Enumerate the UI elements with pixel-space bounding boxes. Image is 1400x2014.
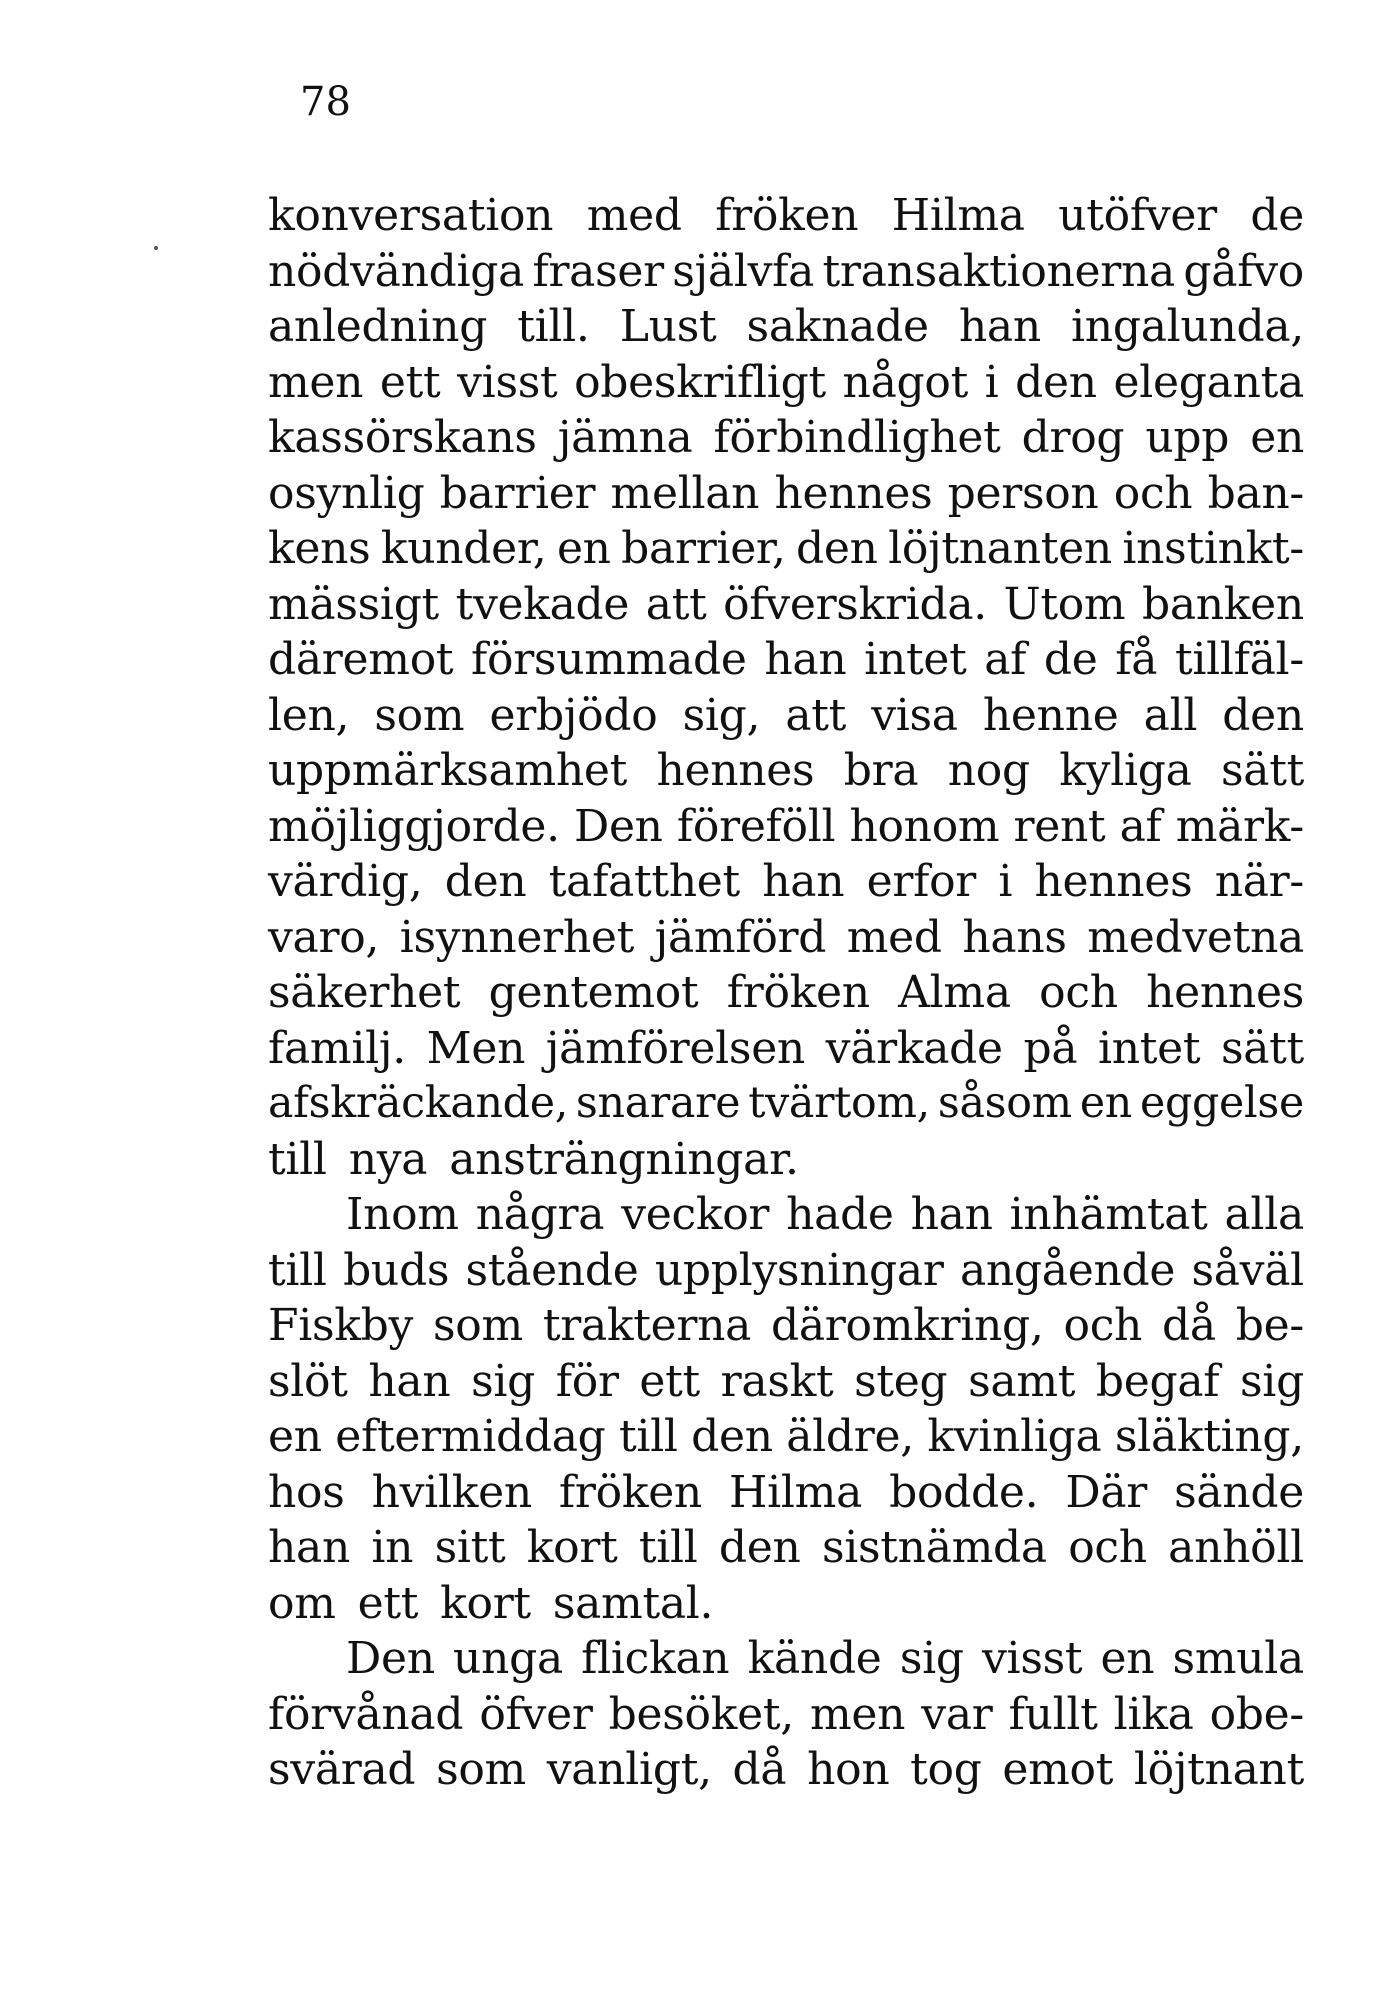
word: öfver xyxy=(479,1688,593,1740)
word: buds xyxy=(343,1244,450,1296)
word: till xyxy=(268,1244,327,1296)
word: angående xyxy=(959,1244,1176,1296)
word: hennes xyxy=(774,467,933,519)
word: försummade xyxy=(471,634,747,685)
text-line xyxy=(268,1243,1304,1299)
word: nödvändiga xyxy=(268,245,525,297)
text-line xyxy=(268,965,1304,1021)
word: löjtnanten xyxy=(888,523,1112,574)
word: de xyxy=(1250,190,1304,241)
word: han xyxy=(268,1522,351,1573)
text-line xyxy=(268,1076,1304,1132)
word: såväl xyxy=(1191,1244,1304,1296)
word: snarare xyxy=(575,1078,741,1128)
word: som xyxy=(433,1300,523,1351)
word: ban- xyxy=(1207,467,1304,519)
word: hos xyxy=(268,1466,345,1518)
text-line xyxy=(268,799,1304,855)
word: sistnämda xyxy=(821,1522,1047,1573)
word: som xyxy=(436,1744,526,1795)
word: men xyxy=(268,356,364,408)
word: han xyxy=(958,301,1041,352)
word: transaktionerna xyxy=(822,245,1175,297)
word: upp xyxy=(1145,412,1230,463)
word: värdig, xyxy=(268,856,423,907)
word: den xyxy=(691,1411,773,1462)
word: in xyxy=(371,1522,414,1573)
word: då xyxy=(732,1744,787,1795)
text-line xyxy=(268,1354,1304,1410)
word: trakterna xyxy=(542,1300,752,1351)
word: erbjödo xyxy=(489,689,658,741)
text-line xyxy=(268,632,1304,688)
text-line xyxy=(268,466,1304,522)
word: nog xyxy=(947,745,1030,796)
word: få xyxy=(1115,634,1158,685)
word: ett xyxy=(379,356,441,408)
word: fröken xyxy=(726,967,870,1018)
word: fullt xyxy=(1008,1688,1098,1740)
word: den xyxy=(1222,689,1304,741)
word: ingalunda, xyxy=(1071,301,1304,352)
word: på xyxy=(1023,1022,1078,1074)
word: visa xyxy=(871,689,958,741)
word: upplysningar xyxy=(654,1244,944,1296)
word: barrier, xyxy=(621,523,786,574)
text-line xyxy=(268,688,1304,744)
word: tafatthet xyxy=(548,856,740,907)
text-line xyxy=(268,854,1304,910)
word: mellan xyxy=(610,467,760,519)
word: sig, xyxy=(682,689,761,741)
word: Men xyxy=(426,1022,526,1074)
word: anhöll xyxy=(1168,1522,1304,1573)
word: samtal. xyxy=(552,1577,714,1629)
word: be- xyxy=(1235,1300,1304,1351)
word: raskt xyxy=(720,1355,834,1407)
word: sätt xyxy=(1220,1022,1304,1074)
word: mässigt xyxy=(268,578,439,630)
word: emot xyxy=(1002,1744,1114,1795)
word: saknade xyxy=(746,301,929,352)
word: en xyxy=(556,523,611,574)
word: steg xyxy=(854,1355,948,1407)
word: uppmärksamhet xyxy=(268,745,628,796)
word: eftermiddag xyxy=(335,1411,606,1462)
word: samt xyxy=(968,1355,1076,1407)
word: förvånad xyxy=(268,1688,464,1740)
word: den xyxy=(444,856,527,907)
word: jämförelsen xyxy=(545,1022,805,1074)
word: banken xyxy=(1141,578,1304,630)
word: tog xyxy=(910,1744,982,1795)
word: Inom xyxy=(346,1189,459,1240)
text-line xyxy=(268,1409,1304,1465)
word: till. xyxy=(517,301,590,352)
word: afskräckande, xyxy=(268,1078,568,1128)
word: rent xyxy=(1013,800,1106,852)
word: tvekade xyxy=(455,578,630,630)
word: gåfvo xyxy=(1183,245,1304,297)
word: märk- xyxy=(1175,800,1304,852)
text-line xyxy=(268,1187,1304,1243)
text-line xyxy=(268,577,1304,633)
word: möjliggjorde. xyxy=(268,800,560,852)
word: sände xyxy=(1174,1466,1304,1518)
word: Alma xyxy=(898,967,1011,1018)
word: smula xyxy=(1172,1633,1304,1684)
word: lika xyxy=(1113,1688,1194,1740)
word: hennes xyxy=(1034,856,1193,907)
word: all xyxy=(1143,689,1198,741)
text-line xyxy=(268,1687,1304,1743)
word: en xyxy=(1100,1633,1155,1684)
word: hvilken xyxy=(371,1466,532,1518)
word: värkade xyxy=(825,1022,1003,1074)
word: föreföll xyxy=(676,800,836,852)
word: då xyxy=(1162,1300,1216,1351)
word: svärad xyxy=(268,1744,416,1795)
text-line xyxy=(268,1465,1304,1521)
word: han xyxy=(368,1355,451,1407)
word: däromkring, xyxy=(770,1300,1044,1351)
word: bra xyxy=(843,745,919,796)
word: begaf xyxy=(1095,1355,1220,1407)
word: tvärtom, xyxy=(748,1078,930,1128)
word: en xyxy=(1250,412,1304,463)
word: i xyxy=(984,356,999,408)
text-line xyxy=(268,1132,1304,1188)
word: Utom xyxy=(1003,578,1126,630)
word: fröken xyxy=(715,190,859,241)
word: inhämtat xyxy=(1009,1189,1208,1240)
word: kyliga xyxy=(1059,745,1192,796)
text-line xyxy=(268,244,1304,300)
word: unga xyxy=(453,1633,563,1684)
word: de xyxy=(1043,634,1098,685)
word: henne xyxy=(982,689,1119,741)
word: slöt xyxy=(268,1355,348,1407)
word: instinkt- xyxy=(1122,523,1304,574)
word: konversation xyxy=(268,190,554,241)
word: visst xyxy=(457,356,558,408)
page-number: 78 xyxy=(300,79,351,125)
word: familj. xyxy=(268,1022,406,1074)
word: men xyxy=(810,1688,906,1740)
word: eggelse xyxy=(1139,1078,1304,1128)
word: öfverskrida. xyxy=(723,578,987,630)
word: en xyxy=(268,1411,322,1462)
word: en xyxy=(1079,1078,1133,1128)
word: drog xyxy=(1021,412,1125,463)
word: stående xyxy=(465,1244,639,1296)
word: var xyxy=(921,1688,993,1740)
word: sätt xyxy=(1221,745,1304,796)
word: ett xyxy=(639,1355,700,1407)
word: kens xyxy=(268,523,371,574)
word: bodde. xyxy=(889,1466,1039,1518)
word: för xyxy=(555,1355,619,1407)
word: alla xyxy=(1224,1189,1304,1240)
word: jämförd xyxy=(654,911,827,963)
text-line xyxy=(268,188,1304,244)
word: ansträngningar. xyxy=(449,1133,799,1185)
word: kvinliga xyxy=(927,1411,1102,1462)
text-line xyxy=(268,1742,1304,1798)
word: kort xyxy=(440,1577,531,1629)
word: Fiskby xyxy=(268,1300,414,1351)
word: fröken xyxy=(558,1466,702,1518)
word: nya xyxy=(348,1133,428,1185)
word: person xyxy=(947,467,1099,519)
word: att xyxy=(645,578,707,630)
word: visst xyxy=(981,1633,1083,1684)
word: ett xyxy=(357,1577,419,1629)
word: veckor xyxy=(621,1189,770,1240)
text-line xyxy=(268,410,1304,466)
word: anledning xyxy=(268,301,488,352)
text-line xyxy=(268,1631,1304,1687)
word: intet xyxy=(1097,1022,1201,1074)
word: han xyxy=(910,1189,993,1240)
word: hon xyxy=(807,1744,890,1795)
word: till xyxy=(618,1411,678,1462)
word: när- xyxy=(1214,856,1304,907)
word: af xyxy=(1119,800,1162,852)
word: hans xyxy=(962,911,1067,963)
word: självfa xyxy=(672,245,815,297)
word: till xyxy=(638,1522,698,1573)
word: flickan xyxy=(581,1633,730,1684)
word: Den xyxy=(573,800,663,852)
word: något xyxy=(842,356,968,408)
word: obeskrifligt xyxy=(574,356,826,408)
word: Hilma xyxy=(891,190,1025,241)
word: den xyxy=(718,1522,801,1573)
word: af xyxy=(984,634,1027,685)
text-line xyxy=(268,743,1304,799)
word: till xyxy=(268,1133,327,1185)
word: hade xyxy=(786,1189,894,1240)
word: förbindlighet xyxy=(713,412,1001,463)
word: den xyxy=(795,523,878,574)
text-line xyxy=(268,299,1304,355)
word: gentemot xyxy=(488,967,699,1018)
text-line xyxy=(268,1298,1304,1354)
word: med xyxy=(586,190,682,241)
word: varo, xyxy=(268,911,380,963)
word: säkerhet xyxy=(268,967,461,1018)
word: sig xyxy=(471,1355,536,1407)
word: hennes xyxy=(656,745,815,796)
word: vanligt, xyxy=(546,1744,712,1795)
speck-mark xyxy=(154,246,158,250)
text-line xyxy=(268,1021,1304,1077)
word: om xyxy=(268,1577,336,1629)
word: däremot xyxy=(268,634,454,685)
word: sitt xyxy=(434,1522,506,1573)
word: obe- xyxy=(1209,1688,1304,1740)
body-text xyxy=(268,188,1304,1798)
word: Där xyxy=(1065,1466,1148,1518)
word: och xyxy=(1039,967,1118,1018)
word: han xyxy=(762,856,845,907)
word: med xyxy=(846,911,942,963)
word: erfor xyxy=(866,856,977,907)
word: Den xyxy=(346,1633,435,1684)
word: som xyxy=(374,689,465,741)
word: sig xyxy=(1240,1355,1304,1407)
word: len, xyxy=(268,689,350,741)
text-line xyxy=(268,910,1304,966)
word: barrier xyxy=(439,467,596,519)
word: utöfver xyxy=(1058,190,1217,241)
word: hennes xyxy=(1146,967,1304,1018)
word: osynlig xyxy=(268,467,425,519)
word: fraser xyxy=(532,245,664,297)
word: släkting, xyxy=(1114,1411,1304,1462)
word: den xyxy=(1015,356,1097,408)
word: tillfäl- xyxy=(1174,634,1304,685)
word: äldre, xyxy=(786,1411,914,1462)
word: några xyxy=(475,1189,605,1240)
word: han xyxy=(764,634,847,685)
word: jämna xyxy=(557,412,693,463)
text-line xyxy=(268,355,1304,411)
word: eleganta xyxy=(1113,356,1304,408)
word: honom xyxy=(849,800,1000,852)
word: kassörskans xyxy=(268,412,537,463)
word: och xyxy=(1063,1300,1143,1351)
word: löjtnant xyxy=(1133,1744,1304,1795)
word: isynnerhet xyxy=(399,911,635,963)
word: kände xyxy=(747,1633,882,1684)
word: och xyxy=(1113,467,1193,519)
word: kunder, xyxy=(380,523,547,574)
word: Hilma xyxy=(729,1466,863,1518)
word: sig xyxy=(899,1633,964,1684)
word: kort xyxy=(526,1522,618,1573)
word: medvetna xyxy=(1087,911,1304,963)
word: besöket, xyxy=(608,1688,794,1740)
word: intet xyxy=(864,634,967,685)
word: att xyxy=(785,689,847,741)
text-line xyxy=(268,1576,1304,1632)
text-line xyxy=(268,1520,1304,1576)
word: Lust xyxy=(619,301,717,352)
text-line xyxy=(268,521,1304,577)
word: och xyxy=(1068,1522,1147,1573)
word: såsom xyxy=(937,1078,1072,1128)
word: i xyxy=(998,856,1013,907)
